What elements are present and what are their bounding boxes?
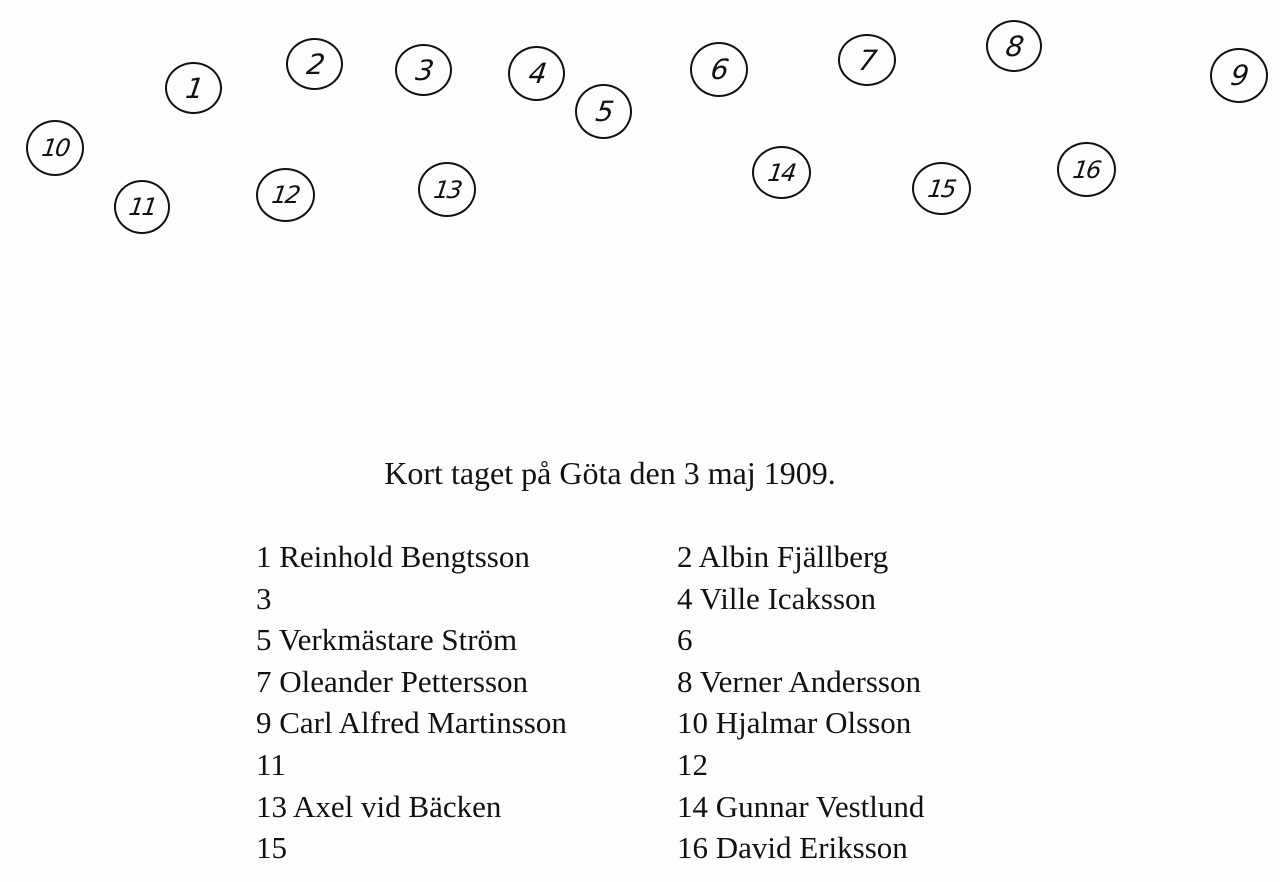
list-item: 4 Ville Icaksson [677, 580, 877, 616]
list-item: 15 [256, 830, 287, 866]
marker-6: 6 [690, 42, 748, 97]
list-item: 2 Albin Fjällberg [677, 539, 889, 574]
list-item: 7 Oleander Pettersson [256, 663, 529, 699]
marker-10: 10 [26, 120, 84, 176]
list-item: 6 [677, 622, 693, 658]
marker-5: 5 [575, 84, 632, 139]
marker-15: 15 [912, 162, 971, 215]
marker-16: 16 [1057, 142, 1116, 197]
names-list-right-column [677, 536, 924, 869]
list-item: 12 [677, 746, 708, 782]
list-item: 11 [256, 746, 286, 782]
list-item: 10 Hjalmar Olsson [677, 705, 912, 741]
marker-4: 4 [508, 46, 565, 101]
list-item: 1 Reinhold Bengtsson [256, 539, 530, 574]
list-item: 3 [256, 580, 272, 616]
marker-13: 13 [418, 162, 476, 217]
list-item: 9 Carl Alfred Martinsson [256, 705, 567, 741]
marker-9: 9 [1210, 48, 1268, 103]
marker-2: 2 [286, 38, 343, 90]
list-item: 16 David Eriksson [677, 830, 908, 866]
marker-3: 3 [395, 44, 452, 96]
marker-14: 14 [752, 146, 811, 199]
photo-caption: Kort taget på Göta den 3 maj 1909. [384, 455, 836, 491]
marker-1: 1 [165, 62, 222, 114]
marker-12: 12 [256, 168, 315, 222]
list-item: 14 Gunnar Vestlund [677, 788, 925, 824]
marker-8: 8 [986, 20, 1042, 72]
names-list-left-column [256, 536, 567, 869]
list-item: 13 Axel vid Bäcken [256, 788, 502, 824]
list-item: 8 Verner Andersson [677, 663, 921, 699]
marker-11: 11 [114, 180, 170, 234]
marker-7: 7 [838, 34, 896, 86]
list-item: 5 Verkmästare Ström [256, 622, 518, 658]
